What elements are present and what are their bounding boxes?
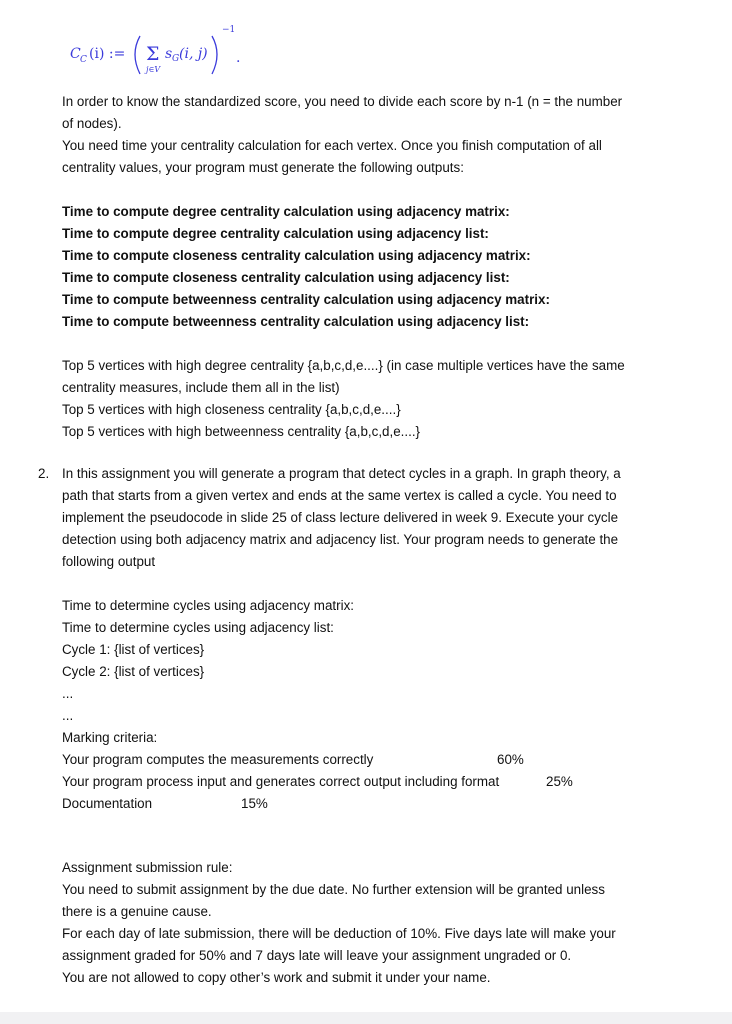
top5-line: Top 5 vertices with high betweenness centrality {a,b,c,d,e....} [62, 424, 421, 439]
cycle-output: Time to determine cycles using adjacency list: [62, 620, 334, 635]
formula-right-paren [212, 36, 217, 74]
top5-line: centrality measures, include them all in the list) [62, 380, 340, 395]
submission-line: You need to submit assignment by the due date. No further extension will be granted unless [62, 882, 605, 897]
formula-dot: . [236, 50, 241, 66]
cycle-output: Time to determine cycles using adjacency matrix: [62, 598, 354, 613]
formula-term: s [165, 46, 173, 62]
formula-sigma: Σ [146, 43, 160, 65]
top5-line: Top 5 vertices with high closeness centrality {a,b,c,d,e....} [62, 402, 401, 417]
submission-line: You are not allowed to copy other’s work and submit it under your name. [62, 970, 491, 985]
cycle-ellipsis: ... [62, 686, 74, 701]
intro-line: centrality values, your program must generate the following outputs: [62, 160, 464, 175]
marking-percent: 15% [241, 796, 268, 811]
formula-term-args: (i, j) [179, 46, 208, 62]
item2-line: In this assignment you will generate a program that detect cycles in a graph. In graph theory, a [62, 466, 621, 481]
marking-label: Your program process input and generates correct output including format [62, 774, 500, 789]
timing-output: Time to compute closeness centrality calculation using adjacency matrix: [62, 248, 531, 263]
timing-output: Time to compute closeness centrality calculation using adjacency list: [62, 270, 510, 285]
marking-label: Documentation [62, 796, 153, 811]
submission-title: Assignment submission rule: [62, 860, 233, 875]
item2-line: following output [62, 554, 156, 569]
marking-label: Your program computes the measurements correctly [62, 752, 374, 767]
submission-line: there is a genuine cause. [62, 904, 212, 919]
marking-percent: 25% [546, 774, 573, 789]
item2-line: implement the pseudocode in slide 25 of class lecture delivered in week 9. Execute your cycle [62, 510, 619, 525]
timing-output: Time to compute degree centrality calculation using adjacency matrix: [62, 204, 510, 219]
formula-under: j∈V [146, 65, 161, 74]
intro-line: of nodes). [62, 116, 122, 131]
list-number: 2. [38, 466, 50, 481]
formula-term-sub: G [172, 54, 180, 64]
page-bottom-band [0, 1012, 732, 1024]
cycle-output: Cycle 1: {list of vertices} [62, 642, 205, 657]
cycle-ellipsis: ... [62, 708, 74, 723]
item2-line: path that starts from a given vertex and ends at the same vertex is called a cycle. You need to [62, 488, 617, 503]
intro-line: In order to know the standardized score, you need to divide each score by n-1 (n = the number [62, 94, 623, 109]
marking-title: Marking criteria: [62, 730, 158, 745]
closeness-formula [70, 18, 270, 80]
marking-percent: 60% [497, 752, 524, 767]
formula-left-paren [135, 36, 140, 74]
formula-arg: (i) := [89, 46, 126, 62]
submission-line: assignment graded for 50% and 7 days late will leave your assignment ungraded or 0. [62, 948, 572, 963]
timing-output: Time to compute degree centrality calculation using adjacency list: [62, 226, 489, 241]
formula-lhs-sub: C [80, 55, 87, 65]
submission-line: For each day of late submission, there will be deduction of 10%. Five days late will make your [62, 926, 616, 941]
top5-line: Top 5 vertices with high degree centrality {a,b,c,d,e....} (in case multiple vertices have the same [62, 358, 625, 373]
formula-exp: −1 [222, 25, 236, 35]
item2-line: detection using both adjacency matrix and adjacency list. Your program needs to generate the [62, 532, 619, 547]
intro-line: You need time your centrality calculation for each vertex. Once you finish computation of all [62, 138, 602, 153]
formula-lhs: C [70, 46, 81, 62]
timing-output: Time to compute betweenness centrality calculation using adjacency matrix: [62, 292, 550, 307]
timing-output: Time to compute betweenness centrality calculation using adjacency list: [62, 314, 530, 329]
cycle-output: Cycle 2: {list of vertices} [62, 664, 205, 679]
